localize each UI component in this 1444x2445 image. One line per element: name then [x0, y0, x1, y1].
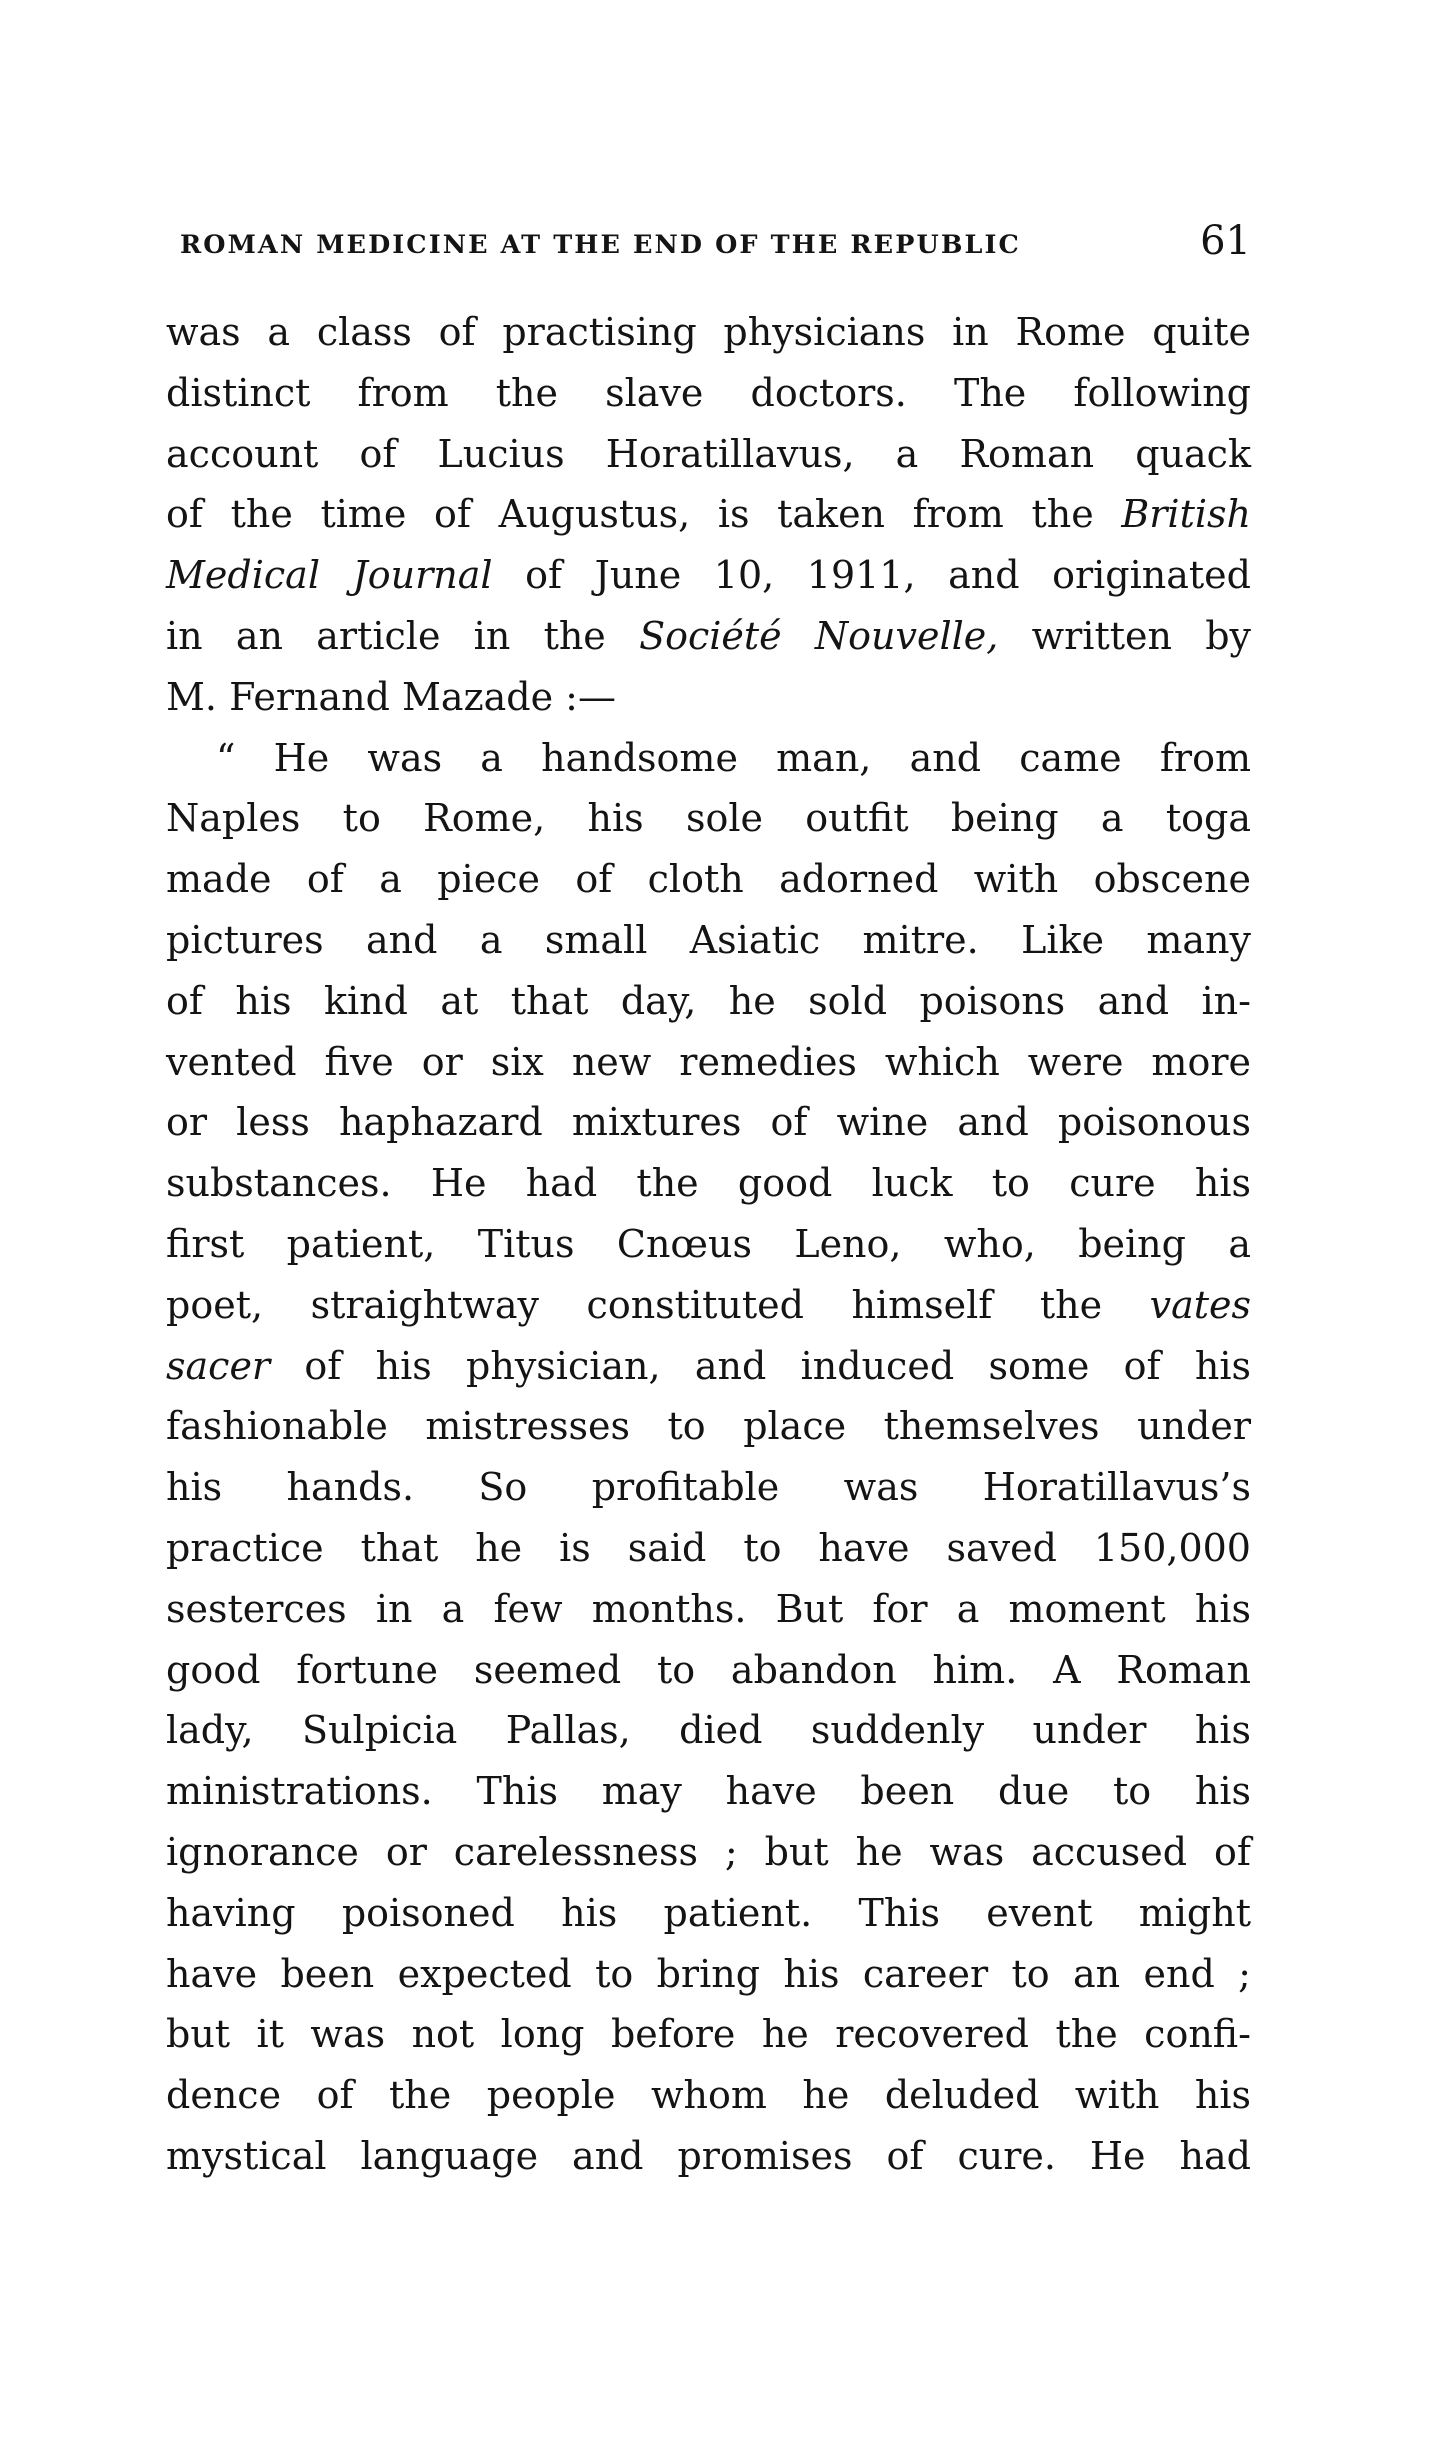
text-segment: vented five or six new remedies which were more: [166, 1039, 1251, 1084]
text-line: [166, 849, 1251, 910]
text-segment: “ He was a handsome man, and came from: [216, 735, 1251, 780]
text-line: [166, 424, 1251, 485]
text-segment: fashionable mistresses to place themselves under: [166, 1404, 1251, 1449]
text-line: [166, 728, 1251, 789]
text-line: [166, 1214, 1251, 1275]
italic-text: sacer: [166, 1343, 271, 1388]
text-segment: of June 10, 1911, and originated: [492, 553, 1251, 598]
text-segment: lady, Sulpicia Pallas, died suddenly under his: [166, 1708, 1251, 1753]
text-segment: his hands. So profitable was Horatillavus’s: [166, 1465, 1251, 1510]
text-segment: having poisoned his patient. This event might: [166, 1890, 1251, 1935]
body-text: [166, 302, 1251, 2187]
text-segment: ministrations. This may have been due to his: [166, 1769, 1251, 1814]
text-segment: of the time of Augustus, is taken from the: [166, 492, 1122, 537]
text-line: [166, 1944, 1251, 2005]
text-line: [166, 1032, 1251, 1093]
text-line: [166, 1092, 1251, 1153]
text-segment: dence of the people whom he deluded with his: [166, 2073, 1251, 2118]
text-line: [166, 545, 1251, 606]
running-head-title: ROMAN MEDICINE AT THE END OF THE REPUBLIC: [180, 230, 1021, 260]
text-line: [166, 667, 1251, 728]
italic-text: British: [1121, 492, 1251, 537]
text-segment: practice that he is said to have saved 150,000: [166, 1525, 1251, 1570]
text-segment: poet, straightway constituted himself the: [166, 1282, 1150, 1327]
text-segment: distinct from the slave doctors. The following: [166, 370, 1251, 415]
text-line: [166, 1153, 1251, 1214]
text-segment: was a class of practising physicians in Rome quite: [166, 310, 1251, 354]
text-segment: of his kind at that day, he sold poisons and in-: [166, 978, 1251, 1023]
text-line: [166, 1700, 1251, 1761]
text-segment: sesterces in a few months. But for a moment his: [166, 1586, 1251, 1631]
text-segment: account of Lucius Horatillavus, a Roman quack: [166, 431, 1251, 476]
text-line: [166, 2004, 1251, 2065]
text-line: [166, 971, 1251, 1032]
page-header: [166, 216, 1251, 276]
text-segment: M. Fernand Mazade :—: [166, 674, 616, 719]
text-segment: mystical language and promises of cure. He had: [166, 2133, 1251, 2178]
text-line: [166, 1579, 1251, 1640]
text-line: [166, 1396, 1251, 1457]
text-line: [166, 1640, 1251, 1701]
italic-text: vates: [1149, 1282, 1251, 1327]
text-line: [166, 910, 1251, 971]
text-segment: but it was not long before he recovered the confi-: [166, 2012, 1251, 2057]
text-line: [166, 1336, 1251, 1397]
text-line: [166, 2065, 1251, 2126]
text-segment: substances. He had the good luck to cure his: [166, 1161, 1251, 1206]
text-segment: have been expected to bring his career to an end ;: [166, 1951, 1251, 1996]
text-segment: made of a piece of cloth adorned with obscene: [166, 857, 1251, 902]
text-line: [166, 302, 1251, 363]
text-line: [166, 788, 1251, 849]
text-segment: or less haphazard mixtures of wine and poisonous: [166, 1100, 1251, 1145]
text-line: [166, 1883, 1251, 1944]
text-line: [166, 484, 1251, 545]
italic-text: Société Nouvelle,: [639, 613, 999, 658]
text-line: [166, 1761, 1251, 1822]
text-segment: of his physician, and induced some of his: [270, 1343, 1251, 1388]
italic-text: Medical Journal: [166, 553, 493, 598]
text-line: [166, 2126, 1251, 2187]
text-line: [166, 1275, 1251, 1336]
page-number: 61: [1200, 218, 1251, 264]
text-segment: Naples to Rome, his sole outfit being a toga: [166, 796, 1251, 841]
text-segment: ignorance or carelessness ; but he was accused of: [166, 1829, 1251, 1874]
text-line: [166, 1457, 1251, 1518]
text-line: [166, 363, 1251, 424]
text-line: [166, 1822, 1251, 1883]
text-line: [166, 606, 1251, 667]
text-segment: first patient, Titus Cnœus Leno, who, being a: [166, 1221, 1251, 1266]
text-segment: pictures and a small Asiatic mitre. Like many: [166, 917, 1251, 962]
text-segment: good fortune seemed to abandon him. A Roman: [166, 1647, 1251, 1692]
text-segment: written by: [998, 613, 1251, 658]
text-line: [166, 1518, 1251, 1579]
text-segment: in an article in the: [166, 613, 640, 658]
